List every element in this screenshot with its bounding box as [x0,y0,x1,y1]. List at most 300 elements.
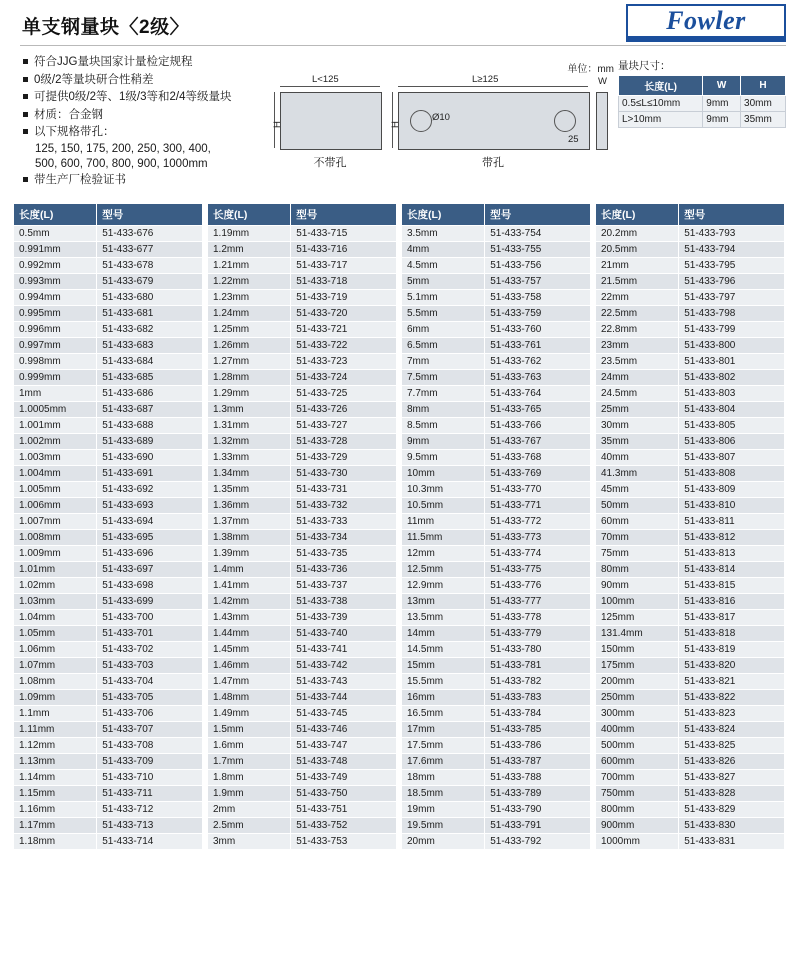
model-table [14,204,202,850]
table-row [14,722,202,738]
model-table-header-row [596,204,784,226]
cell-length: 1.2mm [208,242,291,258]
cell-length: 1.27mm [208,354,291,370]
cell-length: 18.5mm [402,786,485,802]
cell-length: 15mm [402,658,485,674]
page-title: 单支钢量块〈2级〉 [22,17,190,38]
cell-length: 10.3mm [402,482,485,498]
diagram-hole-offset-label: 25 [568,134,579,145]
table-row [14,354,202,370]
table-row [402,386,590,402]
diagram-left-height-line [274,92,275,148]
cell-model: 51-433-727 [291,418,396,434]
cell-model: 51-433-821 [679,674,784,690]
feature-item: 材质：合金钢 [22,107,272,124]
table-row [402,834,590,850]
table-row [14,786,202,802]
table-row [596,242,784,258]
cell-length: 1.5mm [208,722,291,738]
cell-model: 51-433-773 [485,530,590,546]
table-row [208,386,396,402]
dimension-table-caption: 量块尺寸： [618,60,671,72]
cell-model: 51-433-759 [485,306,590,322]
cell-model: 51-433-690 [97,450,202,466]
cell-model: 51-433-684 [97,354,202,370]
cell-model: 51-433-801 [679,354,784,370]
table-row [596,306,784,322]
cell-model: 51-433-783 [485,690,590,706]
cell-length: 1.7mm [208,754,291,770]
table-row [14,834,202,850]
model-table-header-row [14,204,202,226]
cell-length: 1.24mm [208,306,291,322]
table-row [596,322,784,338]
cell-length: 0.993mm [14,274,97,290]
table-row [596,354,784,370]
table-row [596,610,784,626]
cell-length: 1.46mm [208,658,291,674]
cell-model: 51-433-720 [291,306,396,322]
cell-model: 51-433-813 [679,546,784,562]
cell-model: 51-433-814 [679,562,784,578]
cell-model: 51-433-774 [485,546,590,562]
cell-length: 1.02mm [14,578,97,594]
table-row [14,674,202,690]
table-row [596,786,784,802]
cell-model: 51-433-704 [97,674,202,690]
cell-length: 1.41mm [208,578,291,594]
cell-length: 1.31mm [208,418,291,434]
diagram-hole-left-icon [410,110,432,132]
cell-length: 4mm [402,242,485,258]
table-row [596,690,784,706]
cell-length: 1.08mm [14,674,97,690]
model-table-column [596,204,784,850]
model-table [208,204,396,850]
dimension-col-width: W [703,76,741,96]
cell-model: 51-433-768 [485,450,590,466]
cell-model: 51-433-795 [679,258,784,274]
cell-length: 100mm [596,594,679,610]
cell-length: 7.7mm [402,386,485,402]
table-row [208,642,396,658]
cell-model: 51-433-792 [485,834,590,850]
cell-model: 51-433-748 [291,754,396,770]
cell-length: 1.4mm [208,562,291,578]
dimension-cell: L>10mm [619,112,703,128]
cell-model: 51-433-763 [485,370,590,386]
table-row [402,802,590,818]
feature-sub-line: 500, 600, 700, 800, 900, 1000mm [35,157,208,170]
table-row [14,402,202,418]
cell-length: 1.32mm [208,434,291,450]
table-row [14,530,202,546]
table-row [402,658,590,674]
table-row [596,770,784,786]
cell-model: 51-433-678 [97,258,202,274]
cell-model: 51-433-699 [97,594,202,610]
table-row [402,482,590,498]
cell-length: 1.3mm [208,402,291,418]
cell-model: 51-433-791 [485,818,590,834]
table-row [402,450,590,466]
table-row [14,450,202,466]
cell-model: 51-433-744 [291,690,396,706]
dimension-cell: 35mm [741,112,786,128]
cell-length: 16mm [402,690,485,706]
cell-model: 51-433-694 [97,514,202,530]
cell-length: 750mm [596,786,679,802]
table-row [596,738,784,754]
dimension-table [618,58,786,128]
cell-model: 51-433-691 [97,466,202,482]
table-row [208,450,396,466]
cell-length: 0.992mm [14,258,97,274]
table-row [208,562,396,578]
feature-item: 以下规格带孔： [22,124,272,141]
cell-length: 1.43mm [208,610,291,626]
table-row [402,530,590,546]
header-divider [20,45,786,46]
cell-length: 1.23mm [208,290,291,306]
cell-model: 51-433-679 [97,274,202,290]
cell-model: 51-433-682 [97,322,202,338]
cell-length: 1.1mm [14,706,97,722]
cell-length: 90mm [596,578,679,594]
table-row [208,578,396,594]
cell-length: 1.16mm [14,802,97,818]
cell-model: 51-433-754 [485,226,590,242]
cell-length: 1.8mm [208,770,291,786]
table-row [596,642,784,658]
cell-length: 21.5mm [596,274,679,290]
cell-model: 51-433-710 [97,770,202,786]
cell-length: 23.5mm [596,354,679,370]
table-row [402,674,590,690]
cell-model: 51-433-751 [291,802,396,818]
table-row [14,418,202,434]
cell-length: 1.9mm [208,786,291,802]
cell-model: 51-433-784 [485,706,590,722]
cell-length: 1.39mm [208,546,291,562]
brand-logo [626,4,786,42]
cell-model: 51-433-815 [679,578,784,594]
cell-model: 51-433-693 [97,498,202,514]
table-row [596,290,784,306]
cell-length: 1.22mm [208,274,291,290]
cell-model: 51-433-695 [97,530,202,546]
feature-item: 带生产厂检验证书 [22,172,272,189]
cell-length: 1.45mm [208,642,291,658]
cell-model: 51-433-772 [485,514,590,530]
table-row [14,754,202,770]
table-row [14,546,202,562]
product-info-band [14,52,786,197]
cell-model: 51-433-819 [679,642,784,658]
cell-length: 131.4mm [596,626,679,642]
cell-length: 24.5mm [596,386,679,402]
cell-model: 51-433-717 [291,258,396,274]
diagram-block-no-hole [280,92,382,150]
table-row [208,706,396,722]
table-row [402,418,590,434]
table-row [14,594,202,610]
cell-model: 51-433-729 [291,450,396,466]
cell-length: 900mm [596,818,679,834]
column-header-model: 型号 [679,204,784,226]
cell-model: 51-433-816 [679,594,784,610]
table-row [14,258,202,274]
diagram-right-length-label: L≥125 [472,74,499,85]
cell-length: 7.5mm [402,370,485,386]
cell-model: 51-433-777 [485,594,590,610]
table-row [14,290,202,306]
cell-model: 51-433-703 [97,658,202,674]
table-row [596,370,784,386]
cell-model: 51-433-724 [291,370,396,386]
cell-model: 51-433-766 [485,418,590,434]
cell-model: 51-433-677 [97,242,202,258]
dimension-cell: 30mm [741,96,786,112]
cell-length: 12.5mm [402,562,485,578]
cell-model: 51-433-823 [679,706,784,722]
cell-model: 51-433-760 [485,322,590,338]
cell-model: 51-433-707 [97,722,202,738]
table-row [208,514,396,530]
table-row [402,690,590,706]
cell-length: 17.5mm [402,738,485,754]
cell-length: 1.004mm [14,466,97,482]
cell-length: 45mm [596,482,679,498]
table-row [402,578,590,594]
cell-length: 1.18mm [14,834,97,850]
cell-model: 51-433-698 [97,578,202,594]
cell-model: 51-433-743 [291,674,396,690]
cell-length: 1.04mm [14,610,97,626]
table-row [402,786,590,802]
table-row [596,722,784,738]
cell-model: 51-433-758 [485,290,590,306]
cell-model: 51-433-692 [97,482,202,498]
cell-length: 22.8mm [596,322,679,338]
table-row [596,754,784,770]
feature-item: 可提供0级/2等、1级/3等和2/4等级量块 [22,89,272,106]
table-row [14,466,202,482]
table-row [14,322,202,338]
cell-model: 51-433-676 [97,226,202,242]
table-row [208,738,396,754]
cell-length: 1.44mm [208,626,291,642]
table-row [208,594,396,610]
cell-model: 51-433-818 [679,626,784,642]
cell-model: 51-433-812 [679,530,784,546]
cell-length: 1.009mm [14,546,97,562]
dimension-table-row [619,96,786,112]
model-table-column [14,204,202,850]
cell-length: 5.5mm [402,306,485,322]
cell-length: 400mm [596,722,679,738]
table-row [14,482,202,498]
table-row [402,274,590,290]
table-row [208,434,396,450]
table-row [208,226,396,242]
table-row [596,386,784,402]
table-row [402,626,590,642]
cell-length: 0.995mm [14,306,97,322]
cell-length: 1.13mm [14,754,97,770]
cell-length: 2mm [208,802,291,818]
product-diagram [272,62,616,192]
cell-length: 16.5mm [402,706,485,722]
model-table [596,204,784,850]
cell-model: 51-433-716 [291,242,396,258]
cell-model: 51-433-765 [485,402,590,418]
cell-model: 51-433-745 [291,706,396,722]
cell-length: 21mm [596,258,679,274]
cell-length: 1.26mm [208,338,291,354]
cell-length: 3.5mm [402,226,485,242]
cell-length: 20.5mm [596,242,679,258]
cell-model: 51-433-750 [291,786,396,802]
cell-model: 51-433-714 [97,834,202,850]
table-row [402,226,590,242]
table-row [208,834,396,850]
table-row [402,290,590,306]
cell-length: 600mm [596,754,679,770]
cell-model: 51-433-736 [291,562,396,578]
dimension-cell: 9mm [703,96,741,112]
cell-model: 51-433-804 [679,402,784,418]
cell-length: 18mm [402,770,485,786]
cell-length: 8.5mm [402,418,485,434]
table-row [402,706,590,722]
table-row [402,466,590,482]
table-row [208,418,396,434]
diagram-right-dim-line [398,86,588,87]
cell-model: 51-433-687 [97,402,202,418]
cell-model: 51-433-827 [679,770,784,786]
table-row [596,546,784,562]
table-row [402,722,590,738]
table-row [402,754,590,770]
cell-model: 51-433-781 [485,658,590,674]
cell-length: 1.05mm [14,626,97,642]
cell-length: 1.37mm [208,514,291,530]
cell-length: 1.29mm [208,386,291,402]
model-table-column [402,204,590,850]
cell-model: 51-433-825 [679,738,784,754]
cell-length: 4.5mm [402,258,485,274]
cell-length: 800mm [596,802,679,818]
table-row [208,274,396,290]
cell-length: 1.001mm [14,418,97,434]
table-row [596,226,784,242]
cell-length: 2.5mm [208,818,291,834]
cell-model: 51-433-689 [97,434,202,450]
cell-model: 51-433-732 [291,498,396,514]
table-row [14,274,202,290]
cell-length: 12.9mm [402,578,485,594]
table-row [14,514,202,530]
cell-length: 1.007mm [14,514,97,530]
dimension-table-row [619,112,786,128]
table-row [402,402,590,418]
cell-length: 11.5mm [402,530,485,546]
cell-length: 3mm [208,834,291,850]
cell-length: 1.36mm [208,498,291,514]
cell-length: 0.998mm [14,354,97,370]
cell-model: 51-433-822 [679,690,784,706]
table-row [14,626,202,642]
cell-length: 1.34mm [208,466,291,482]
cell-model: 51-433-806 [679,434,784,450]
table-row [14,370,202,386]
cell-model: 51-433-739 [291,610,396,626]
cell-model: 51-433-722 [291,338,396,354]
dimension-table-header-row [619,76,786,96]
cell-length: 175mm [596,658,679,674]
cell-model: 51-433-688 [97,418,202,434]
cell-length: 17.6mm [402,754,485,770]
table-row [208,258,396,274]
cell-model: 51-433-723 [291,354,396,370]
cell-model: 51-433-779 [485,626,590,642]
cell-length: 9.5mm [402,450,485,466]
cell-model: 51-433-769 [485,466,590,482]
cell-length: 0.997mm [14,338,97,354]
cell-model: 51-433-681 [97,306,202,322]
diagram-left-dim-line [280,86,380,87]
cell-length: 6.5mm [402,338,485,354]
cell-model: 51-433-800 [679,338,784,354]
cell-model: 51-433-715 [291,226,396,242]
cell-length: 1.008mm [14,530,97,546]
cell-length: 70mm [596,530,679,546]
cell-model: 51-433-709 [97,754,202,770]
cell-length: 1000mm [596,834,679,850]
cell-length: 1.06mm [14,642,97,658]
cell-model: 51-433-726 [291,402,396,418]
cell-model: 51-433-805 [679,418,784,434]
cell-length: 1.12mm [14,738,97,754]
table-row [402,258,590,274]
table-row [402,338,590,354]
cell-length: 1.17mm [14,818,97,834]
cell-model: 51-433-725 [291,386,396,402]
table-row [402,770,590,786]
table-row [14,738,202,754]
table-row [14,498,202,514]
table-row [596,498,784,514]
table-row [596,466,784,482]
table-row [208,322,396,338]
cell-length: 7mm [402,354,485,370]
model-table [402,204,590,850]
cell-model: 51-433-764 [485,386,590,402]
table-row [208,786,396,802]
cell-model: 51-433-705 [97,690,202,706]
cell-model: 51-433-713 [97,818,202,834]
column-header-length: 长度(L) [14,204,97,226]
cell-model: 51-433-780 [485,642,590,658]
table-row [596,402,784,418]
table-row [208,242,396,258]
brand-logo-bar [628,36,784,41]
column-header-model: 型号 [97,204,202,226]
table-row [14,818,202,834]
cell-length: 35mm [596,434,679,450]
cell-model: 51-433-683 [97,338,202,354]
